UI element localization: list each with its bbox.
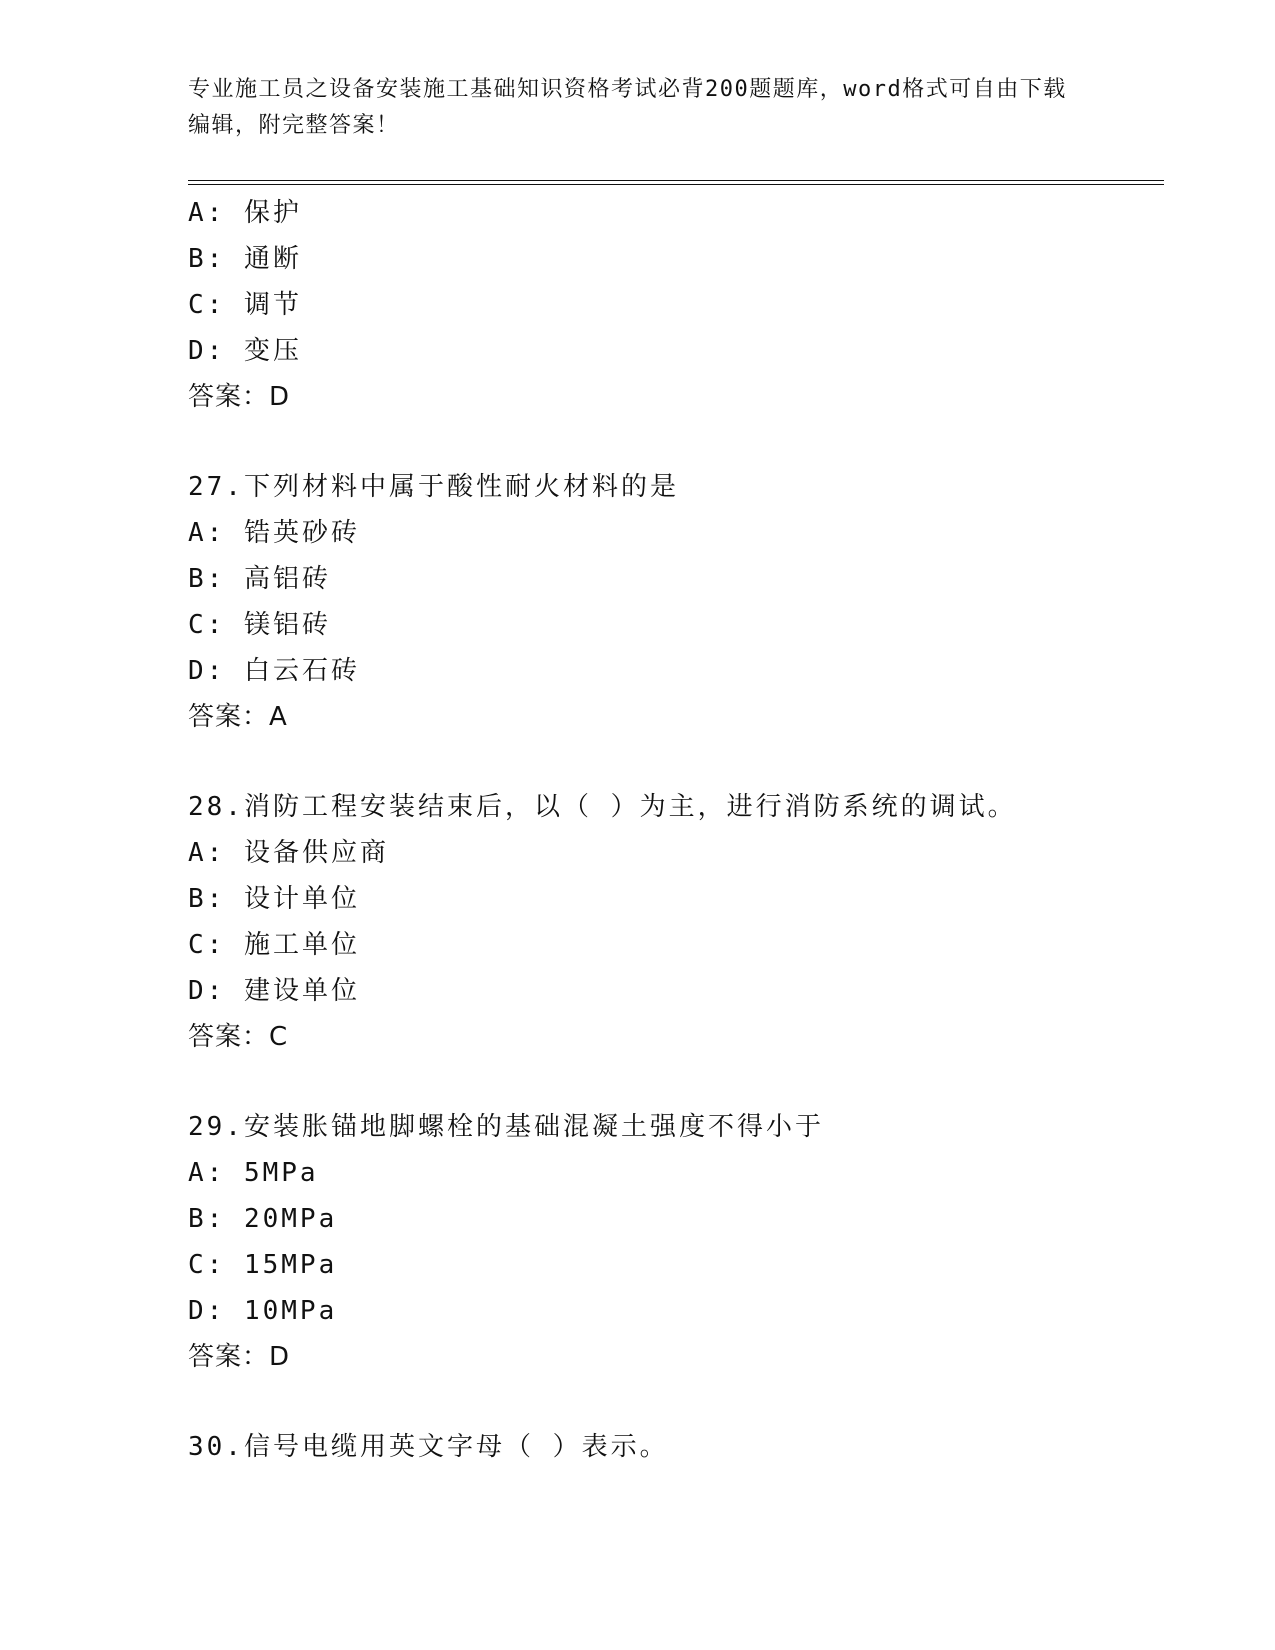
- option-d: D: 变压: [188, 336, 302, 366]
- option-a: A: 保护: [188, 198, 302, 228]
- answer-line: 答案：C: [188, 1022, 289, 1052]
- question-text: 30.信号电缆用英文字母（ ）表示。: [188, 1432, 669, 1462]
- question-block: [188, 784, 1168, 1060]
- answer-line: 答案：D: [188, 382, 291, 412]
- question-block: [188, 1424, 1168, 1470]
- option-d: D: 建设单位: [188, 976, 360, 1006]
- option-c: C: 镁铝砖: [188, 610, 331, 640]
- option-c: C: 15MPa: [188, 1250, 338, 1280]
- option-a: A: 设备供应商: [188, 838, 389, 868]
- question-block: [188, 190, 1168, 420]
- option-c: C: 施工单位: [188, 930, 360, 960]
- option-b: B: 高铝砖: [188, 564, 331, 594]
- question-text: 28.消防工程安装结束后，以（ ）为主，进行消防系统的调试。: [188, 792, 1017, 822]
- question-list: [188, 190, 1168, 1470]
- header-divider-bottom: [188, 184, 1164, 185]
- answer-line: 答案：D: [188, 1342, 291, 1372]
- option-b: B: 20MPa: [188, 1204, 338, 1234]
- document-title: 专业施工员之设备安装施工基础知识资格考试必背200题题库，word格式可自由下载编辑，附完整答案！: [188, 77, 1067, 138]
- question-text: 27.下列材料中属于酸性耐火材料的是: [188, 472, 679, 502]
- answer-line: 答案：A: [188, 702, 288, 732]
- question-block: [188, 464, 1168, 740]
- option-d: D: 白云石砖: [188, 656, 360, 686]
- option-c: C: 调节: [188, 290, 302, 320]
- option-a: A: 5MPa: [188, 1158, 319, 1188]
- option-a: A: 锆英砂砖: [188, 518, 360, 548]
- header-divider-top: [188, 180, 1164, 181]
- option-b: B: 设计单位: [188, 884, 360, 914]
- option-b: B: 通断: [188, 244, 302, 274]
- question-text: 29.安装胀锚地脚螺栓的基础混凝土强度不得小于: [188, 1112, 824, 1142]
- option-d: D: 10MPa: [188, 1296, 338, 1326]
- question-block: [188, 1104, 1168, 1380]
